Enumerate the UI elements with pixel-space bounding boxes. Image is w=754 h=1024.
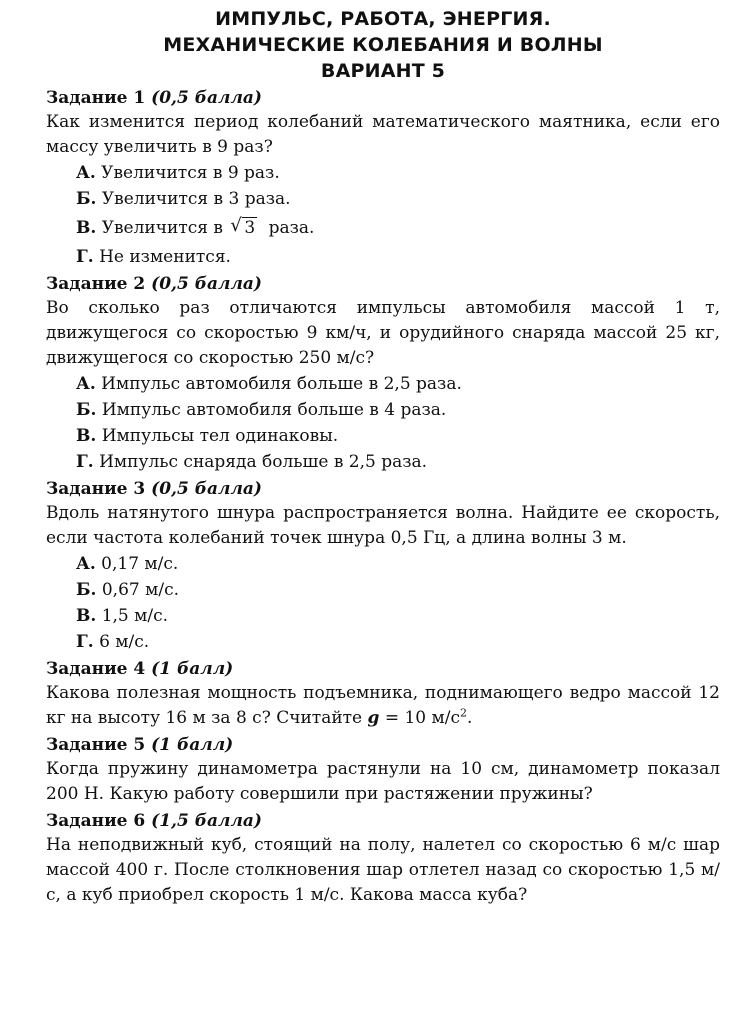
task-heading (46, 657, 720, 681)
task-heading (46, 809, 720, 833)
title-line-2: МЕХАНИЧЕСКИЕ КОЛЕБАНИЯ И ВОЛНЫ (163, 34, 603, 56)
task-6 (46, 809, 720, 908)
option-a (76, 160, 720, 186)
radical-sign: √ (230, 215, 242, 236)
task-question (46, 681, 720, 731)
option-text: 0,17 м/с. (101, 554, 179, 574)
task-heading (46, 477, 720, 501)
option-c (76, 423, 720, 449)
option-b (76, 577, 720, 603)
gravity-variable: g (367, 708, 380, 728)
option-text: Импульсы тел одинаковы. (101, 426, 339, 446)
option-text: Не изменится. (99, 247, 231, 267)
task-3 (46, 477, 720, 655)
task-question: На неподвижный куб, стоящий на полу, налетел со скоростью 6 м/с шар массой 400 г. После столкновения шар отлетел назад со скоростью 1,5 м/с, а куб приобрел скорость 1 м/с. Какова масса куба? (46, 835, 720, 905)
option-text: Импульс автомобиля больше в 4 раза. (101, 400, 447, 420)
answer-options (76, 551, 720, 655)
option-b (76, 397, 720, 423)
task-points: (1 балл) (151, 735, 234, 755)
task-heading (46, 272, 720, 296)
answer-options (76, 160, 720, 270)
task-5 (46, 733, 720, 807)
option-letter: А. (76, 163, 96, 183)
task-points: (0,5 балла) (151, 479, 262, 499)
option-a (76, 371, 720, 397)
task-heading (46, 733, 720, 757)
option-text: 6 м/с. (99, 632, 150, 652)
task-points: (0,5 балла) (151, 274, 262, 294)
option-text: Увеличится в (101, 218, 223, 238)
option-letter: В. (76, 218, 97, 238)
task-points: (1,5 балла) (151, 811, 262, 831)
task-label: Задание 3 (46, 479, 146, 499)
radicand: 3 (244, 218, 256, 238)
task-label: Задание 2 (46, 274, 146, 294)
question-value: = 10 м/с (384, 708, 460, 728)
option-d (76, 449, 720, 475)
task-label: Задание 5 (46, 735, 146, 755)
option-text: Импульс снаряда больше в 2,5 раза. (99, 452, 428, 472)
title-line-1: ИМПУЛЬС, РАБОТА, ЭНЕРГИЯ. (215, 8, 551, 30)
option-d (76, 629, 720, 655)
document-title (46, 6, 720, 84)
option-letter: А. (76, 554, 96, 574)
option-b (76, 186, 720, 212)
option-letter: Г. (76, 247, 94, 267)
task-heading (46, 86, 720, 110)
option-c (76, 603, 720, 629)
option-c (76, 212, 720, 244)
task-question: Вдоль натянутого шнура распространяется волна. Найдите ее скорость, если частота колебаний точек шнура 0,5 Гц, а длина волны 3 м. (46, 503, 720, 548)
answer-options (76, 371, 720, 475)
task-4 (46, 657, 720, 731)
option-text: Импульс автомобиля больше в 2,5 раза. (101, 374, 462, 394)
option-letter: Б. (76, 580, 97, 600)
option-letter: В. (76, 606, 97, 626)
task-question: Во сколько раз отличаются импульсы автомобиля массой 1 т, движущегося со скоростью 9 км/ч, и орудийного снаряда массой 25 кг, движущегося со скоростью 250 м/с? (46, 298, 720, 368)
task-question: Когда пружину динамометра растянули на 10 см, динамометр показал 200 Н. Какую работу совершили при растяжении пружины? (46, 759, 720, 804)
option-letter: Б. (76, 400, 97, 420)
task-points: (1 балл) (151, 659, 234, 679)
task-2 (46, 272, 720, 475)
square-root-expression (230, 212, 257, 244)
option-text: Увеличится в 3 раза. (101, 189, 291, 209)
option-a (76, 551, 720, 577)
title-line-3: ВАРИАНТ 5 (320, 60, 446, 82)
option-text: Увеличится в 9 раз. (101, 163, 280, 183)
option-letter: А. (76, 374, 96, 394)
task-label: Задание 1 (46, 88, 146, 108)
option-letter: Г. (76, 632, 94, 652)
option-letter: В. (76, 426, 97, 446)
task-question: Как изменится период колебаний математического маятника, если его массу увеличить в 9 раз? (46, 112, 720, 157)
option-letter: Б. (76, 189, 97, 209)
exponent: 2 (459, 706, 467, 720)
task-label: Задание 6 (46, 811, 146, 831)
option-letter: Г. (76, 452, 94, 472)
task-1 (46, 86, 720, 270)
question-end: . (466, 708, 473, 728)
option-text-after: раза. (268, 218, 315, 238)
option-text: 1,5 м/с. (101, 606, 169, 626)
question-text: Какова полезная мощность подъемника, поднимающего ведро массой 12 кг на высоту 16 м за 8 с? Считайте (46, 683, 720, 728)
option-text: 0,67 м/с. (101, 580, 179, 600)
task-label: Задание 4 (46, 659, 146, 679)
task-points: (0,5 балла) (151, 88, 262, 108)
option-d (76, 244, 720, 270)
